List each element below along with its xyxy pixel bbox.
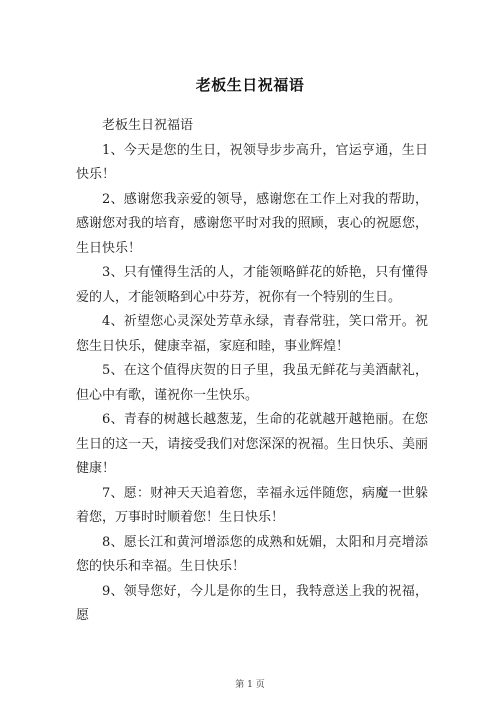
paragraph-2: 2、感谢您我亲爱的领导，感谢您在工作上对我的帮助，感谢您对我的培育，感谢您平时对我的照顾，衷心的祝愿您，生日快乐！: [76, 191, 428, 256]
paragraph-4: 4、祈望您心灵深处芳草永绿，青春常驻，笑口常开。祝您生日快乐，健康幸福，家庭和睦，事业辉煌！: [76, 314, 428, 354]
paragraph-3: 3、只有懂得生活的人，才能领略鲜花的娇艳，只有懂得爱的人，才能领略到心中芬芳，祝你有一个特别的生日。: [76, 265, 428, 305]
page-number: 第 1 页: [235, 680, 265, 690]
paragraph-7: 7、愿：财神天天追着您，幸福永远伴随您，病魔一世躲着您，万事时时顺着您！生日快乐！: [76, 485, 428, 525]
document-title: 老板生日祝福语: [195, 76, 305, 94]
paragraph-subtitle: 老板生日祝福语: [102, 118, 194, 133]
paragraph-9: 9、领导您好，今儿是你的生日，我特意送上我的祝福，愿: [76, 583, 428, 623]
paragraph-8: 8、愿长江和黄河增添您的成熟和妩媚，太阳和月亮增添您的快乐和幸福。生日快乐！: [76, 534, 428, 574]
paragraph-6: 6、青春的树越长越葱茏，生命的花就越开越艳丽。在您生日的这一天，请接受我们对您深深的祝福。生日快乐、美丽健康！: [76, 412, 428, 476]
paragraph-5: 5、在这个值得庆贺的日子里，我虽无鲜花与美酒献礼，但心中有歌，谨祝你一生快乐。: [76, 363, 428, 403]
document-body: [76, 114, 428, 629]
paragraph-1: 1、今天是您的生日，祝领导步步高升，官运亨通，生日快乐！: [76, 142, 428, 182]
